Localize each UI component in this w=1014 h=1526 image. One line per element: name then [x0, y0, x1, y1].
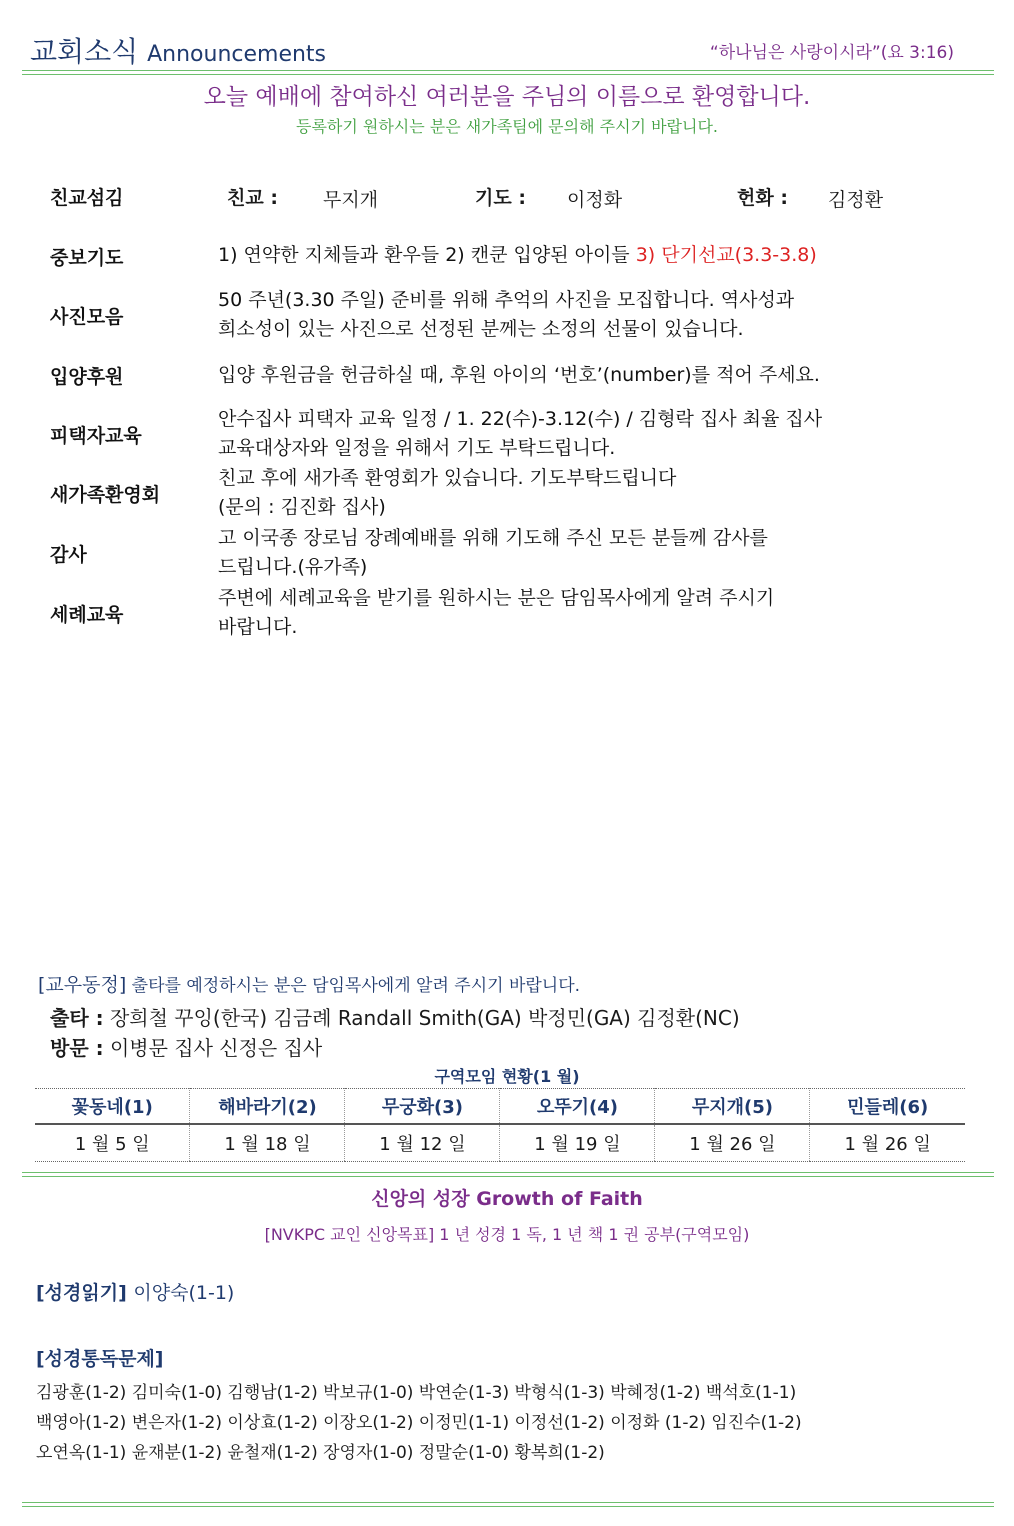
visit-line [50, 1032, 322, 1061]
item-label: 새가족환영회 [50, 484, 161, 506]
group-header: 무궁화(3) [345, 1089, 500, 1125]
item-content [218, 524, 768, 582]
item-content [218, 584, 774, 642]
item-line: (문의 : 김진화 집사) [218, 496, 386, 518]
group-header: 해바라기(2) [190, 1089, 345, 1125]
group-date: 1 월 26 일 [810, 1124, 965, 1162]
header-verse: “하나님은 사랑이시라”(요 3:16) [709, 43, 954, 63]
page-title [30, 30, 326, 70]
item-line: 친교 후에 새가족 환영회가 있습니다. 기도부탁드립니다 [218, 467, 677, 489]
item-label: 사진모음 [50, 306, 124, 328]
item-line: 50 주년(3.30 주일) 준비를 위해 추억의 사진을 모집합니다. 역사성과 [218, 289, 795, 311]
table-header-row [35, 1089, 965, 1125]
item-line: 바랍니다. [218, 616, 298, 638]
visit-value: 이병문 집사 신정은 집사 [109, 1036, 323, 1060]
bible-reading-names: 이양숙(1-1) [133, 1282, 235, 1304]
bible-quiz-label: [성경통독문제] [36, 1348, 164, 1370]
travel-line [50, 1002, 740, 1031]
group-date: 1 월 26 일 [655, 1124, 810, 1162]
header-divider [22, 70, 994, 75]
quiz-names-line: 오연옥(1-1) 윤재분(1-2) 윤철재(1-2) 장영자(1-0) 정말순(1-0) 황복희(1-2) [36, 1443, 605, 1463]
footer-divider [22, 1502, 994, 1507]
item-content [218, 464, 676, 522]
group-date: 1 월 12 일 [345, 1124, 500, 1162]
item-text: 1) 연약한 지체들과 환우들 2) 캔쿤 입양된 아이들 [218, 244, 636, 266]
item-content [218, 286, 794, 344]
item-label: 피택자교육 [50, 425, 142, 447]
service-roles-label: 친교섬김 [50, 187, 124, 209]
travel-value: 장희철 꾸잉(한국) 김금례 Randall Smith(GA) 박정민(GA) 김정환(NC) [109, 1006, 740, 1030]
offering-value: 김정환 [828, 189, 884, 211]
group-table-title: 구역모임 현황(1 월) [434, 1067, 580, 1086]
item-line: 드립니다.(유가족) [218, 556, 368, 578]
visit-key: 방문 : [50, 1036, 104, 1060]
table-row [35, 1124, 965, 1162]
item-line: 입양 후원금을 헌금하실 때, 후원 아이의 ‘번호’(number)를 적어 주세요. [218, 364, 820, 386]
group-date: 1 월 19 일 [500, 1124, 655, 1162]
welcome-message: 오늘 예배에 참여하신 여러분을 주님의 이름으로 환영합니다. [203, 84, 811, 110]
group-meeting-table [35, 1088, 965, 1162]
item-label: 중보기도 [50, 247, 124, 269]
item-label: 입양후원 [50, 366, 124, 388]
item-line: 주변에 세례교육을 받기를 원하시는 분은 담임목사에게 알려 주시기 [218, 587, 775, 609]
group-header: 오뚜기(4) [500, 1089, 655, 1125]
prayer-key: 기도 : [475, 187, 526, 209]
member-news-tag: [교우동정] [38, 974, 127, 996]
section-divider [22, 1172, 994, 1177]
item-content [218, 361, 820, 390]
growth-title: 신앙의 성장 Growth of Faith [371, 1188, 643, 1210]
quiz-names-line: 김광훈(1-2) 김미숙(1-0) 김행남(1-2) 박보규(1-0) 박연순(1-3) 박형식(1-3) 박혜정(1-2) 백석호(1-1) [36, 1383, 797, 1403]
item-highlight: 3) 단기선교(3.3-3.8) [635, 244, 817, 266]
fellowship-key: 친교 : [227, 187, 278, 209]
group-header: 꽃동네(1) [35, 1089, 190, 1125]
bible-reading-label: [성경읽기] [36, 1282, 127, 1304]
member-news-note: 출타를 예정하시는 분은 담임목사에게 알려 주시기 바랍니다. [131, 976, 581, 996]
prayer-value: 이정화 [567, 189, 623, 211]
item-line: 교육대상자와 일정을 위해서 기도 부탁드립니다. [218, 437, 616, 459]
title-korean: 교회소식 [30, 35, 139, 68]
fellowship-value: 무지개 [323, 189, 379, 211]
group-header: 무지개(5) [655, 1089, 810, 1125]
item-line: 희소성이 있는 사진으로 선정된 분께는 소정의 선물이 있습니다. [218, 318, 744, 340]
quiz-names-line: 백영아(1-2) 변은자(1-2) 이상효(1-2) 이장오(1-2) 이정민(1-1) 이정선(1-2) 이정화 (1-2) 임진수(1-2) [36, 1413, 802, 1433]
group-date: 1 월 5 일 [35, 1124, 190, 1162]
item-line: 고 이국종 장로님 장례예배를 위해 기도해 주신 모든 분들께 감사를 [218, 527, 768, 549]
item-label: 감사 [50, 544, 87, 566]
welcome-subtext: 등록하기 원하시는 분은 새가족팀에 문의해 주시기 바랍니다. [295, 117, 718, 136]
item-line: 안수집사 피택자 교육 일정 / 1. 22(수)-3.12(수) / 김형락 집사 최율 집사 [218, 408, 823, 430]
item-content [218, 241, 817, 270]
item-content [218, 405, 822, 463]
growth-subtitle: [NVKPC 교인 신앙목표] 1 년 성경 1 독, 1 년 책 1 권 공부(구역모임) [264, 1225, 750, 1244]
offering-key: 헌화 : [737, 187, 788, 209]
bible-reading-section [36, 1278, 234, 1305]
title-english: Announcements [147, 42, 327, 67]
service-roles-row [50, 183, 974, 213]
travel-key: 출타 : [50, 1006, 104, 1030]
group-header: 민들레(6) [810, 1089, 965, 1125]
group-date: 1 월 18 일 [190, 1124, 345, 1162]
item-label: 세례교육 [50, 604, 124, 626]
member-news-heading [38, 970, 580, 997]
